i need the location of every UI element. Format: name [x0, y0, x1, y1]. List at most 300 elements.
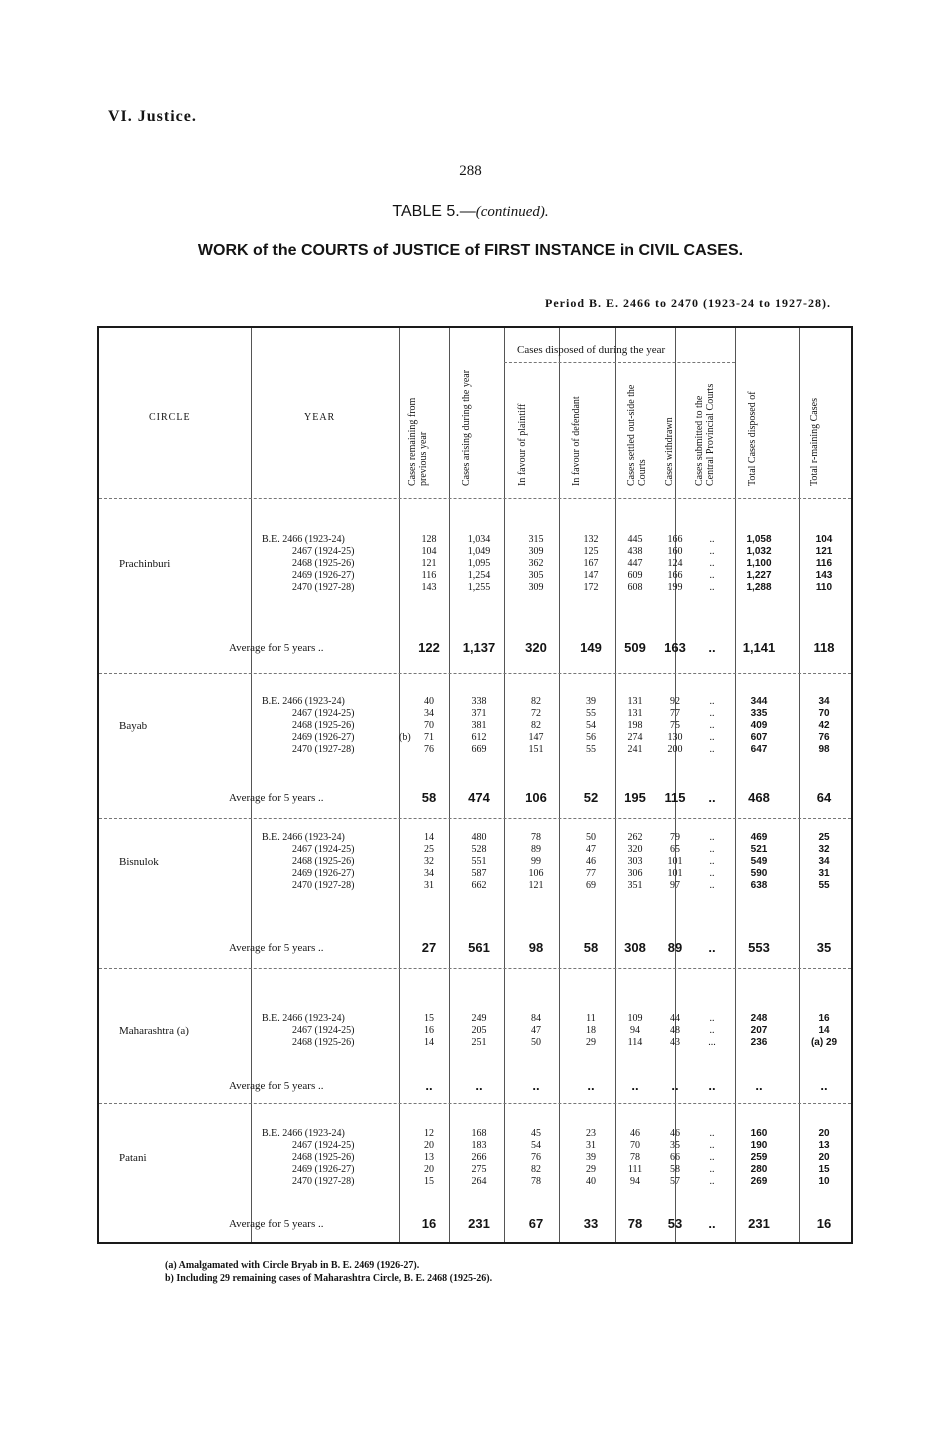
cell-value: 20: [424, 1140, 434, 1151]
cell-value: ..: [709, 868, 715, 879]
cell-value: 71: [424, 732, 434, 743]
period-line: Period B. E. 2466 to 2470 (1923-24 to 1927-28).: [545, 296, 831, 310]
cell-value: 14: [424, 1037, 434, 1048]
cell-value: 45: [531, 1128, 541, 1139]
year-label: 2467 (1924-25): [292, 546, 355, 557]
cell-value: 82: [531, 720, 541, 731]
cell-value: 98: [818, 744, 830, 755]
cell-value: 31: [586, 1140, 596, 1151]
footnotes: [165, 1259, 492, 1285]
group-separator: [99, 673, 851, 674]
cell-value: 109: [627, 1013, 643, 1024]
cell-value: 183: [471, 1140, 487, 1151]
average-value: ..: [631, 1078, 639, 1093]
cell-value: 362: [528, 558, 544, 569]
cell-value: 647: [750, 744, 768, 755]
average-value: 16: [816, 1216, 832, 1231]
cell-value: 110: [815, 582, 833, 593]
average-value: 58: [583, 940, 599, 955]
cell-value: ..: [709, 1013, 715, 1024]
cell-value: 14: [424, 832, 434, 843]
cell-value: 76: [424, 744, 434, 755]
year-label: 2470 (1927-28): [292, 744, 355, 755]
cell-value: ..: [709, 546, 715, 557]
cell-value: 551: [471, 856, 487, 867]
average-value: 52: [583, 790, 599, 805]
cell-value: 77: [586, 868, 596, 879]
cell-value: 32: [424, 856, 434, 867]
cell-value: 147: [583, 570, 599, 581]
cell-value: 12: [424, 1128, 434, 1139]
year-label: B.E. 2466 (1923-24): [262, 1013, 345, 1024]
cell-value: 607: [750, 732, 768, 743]
cell-value: 269: [750, 1176, 768, 1187]
cell-value: 638: [750, 880, 768, 891]
cell-value: 608: [627, 582, 643, 593]
cell-value: 65: [670, 844, 680, 855]
cell-value: 34: [424, 868, 434, 879]
group-separator: [99, 1103, 851, 1104]
cell-value: 262: [627, 832, 643, 843]
cell-value: 116: [815, 558, 833, 569]
table-title: [0, 203, 941, 221]
cell-value: 50: [586, 832, 596, 843]
cell-value: ..: [709, 832, 715, 843]
cell-value: 46: [586, 856, 596, 867]
cell-value: 116: [421, 570, 437, 581]
year-label: B.E. 2466 (1923-24): [262, 1128, 345, 1139]
year-label: 2467 (1924-25): [292, 1025, 355, 1036]
cell-value: 151: [528, 744, 544, 755]
average-value: 64: [816, 790, 832, 805]
cell-value: 15: [818, 1164, 830, 1175]
cell-value: 75: [670, 720, 680, 731]
cell-value: 166: [667, 570, 683, 581]
cell-value: 40: [424, 696, 434, 707]
cell-value: 166: [667, 534, 683, 545]
cell-value: 13: [818, 1140, 830, 1151]
average-value: 58: [421, 790, 437, 805]
column-divider: [251, 328, 252, 1242]
footnote-marker: (b): [399, 732, 411, 743]
cell-value: 1,032: [746, 546, 772, 557]
cell-value: 47: [586, 844, 596, 855]
cell-value: ..: [709, 732, 715, 743]
circle-name: Maharashtra (a): [119, 1025, 189, 1037]
cell-value: 609: [627, 570, 643, 581]
cell-value: 114: [627, 1037, 643, 1048]
cell-value: ..: [709, 1152, 715, 1163]
cell-value: 445: [627, 534, 643, 545]
cell-value: 76: [818, 732, 830, 743]
cell-value: 669: [471, 744, 487, 755]
cell-value: ..: [709, 1176, 715, 1187]
cell-value: 82: [531, 696, 541, 707]
cell-value: 99: [531, 856, 541, 867]
cell-value: 124: [667, 558, 683, 569]
cell-value: ..: [709, 570, 715, 581]
average-value: 149: [580, 640, 602, 655]
cell-value: 46: [670, 1128, 680, 1139]
cell-value: 84: [531, 1013, 541, 1024]
cell-value: 77: [670, 708, 680, 719]
cell-value: ..: [709, 744, 715, 755]
cell-value: 54: [586, 720, 596, 731]
cell-value: 78: [531, 832, 541, 843]
average-value: ..: [820, 1078, 828, 1093]
column-divider: [559, 328, 560, 1242]
cell-value: ..: [709, 558, 715, 569]
cell-value: 40: [586, 1176, 596, 1187]
average-value: 163: [664, 640, 686, 655]
average-value: 67: [528, 1216, 544, 1231]
cell-value: 104: [815, 534, 833, 545]
cell-value: 305: [528, 570, 544, 581]
cell-value: 13: [424, 1152, 434, 1163]
column-divider: [504, 328, 505, 1242]
average-value: ..: [532, 1078, 540, 1093]
cell-value: 32: [818, 844, 830, 855]
year-label: 2468 (1925-26): [292, 558, 355, 569]
cell-value: 143: [421, 582, 437, 593]
group-separator: [99, 818, 851, 819]
cell-value: 1,100: [746, 558, 772, 569]
column-divider: [449, 328, 450, 1242]
cell-value: 480: [471, 832, 487, 843]
cell-value: (a) 29: [810, 1037, 838, 1048]
cell-value: 309: [528, 546, 544, 557]
average-value: 1,141: [742, 640, 776, 655]
cell-value: ..: [709, 880, 715, 891]
cell-value: 274: [627, 732, 643, 743]
cell-value: 78: [531, 1176, 541, 1187]
average-value: 1,137: [462, 640, 496, 655]
header-group-rule: [504, 362, 735, 363]
cell-value: 251: [471, 1037, 487, 1048]
cell-value: 549: [750, 856, 768, 867]
cell-value: 662: [471, 880, 487, 891]
cell-value: 25: [424, 844, 434, 855]
circle-name: Patani: [119, 1152, 147, 1164]
average-value: 33: [583, 1216, 599, 1231]
average-value: 122: [418, 640, 440, 655]
cell-value: 236: [750, 1037, 768, 1048]
cell-value: 172: [583, 582, 599, 593]
cell-value: 612: [471, 732, 487, 743]
cell-value: 31: [818, 868, 830, 879]
cell-value: 20: [818, 1128, 830, 1139]
average-value: 231: [748, 1216, 770, 1231]
cell-value: 106: [528, 868, 544, 879]
header-col-8: Total Cases disposed of: [747, 391, 758, 486]
group-separator: [99, 968, 851, 969]
average-value: ..: [708, 790, 716, 805]
cell-value: 447: [627, 558, 643, 569]
cell-value: 167: [583, 558, 599, 569]
cell-value: ..: [709, 1164, 715, 1175]
cell-value: 23: [586, 1128, 596, 1139]
cell-value: 20: [818, 1152, 830, 1163]
cell-value: ..: [709, 534, 715, 545]
average-value: 27: [421, 940, 437, 955]
cell-value: 320: [627, 844, 643, 855]
cell-value: 205: [471, 1025, 487, 1036]
cell-value: 147: [528, 732, 544, 743]
year-label: 2467 (1924-25): [292, 1140, 355, 1151]
cell-value: 55: [586, 744, 596, 755]
average-value: 509: [624, 640, 646, 655]
cell-value: 121: [528, 880, 544, 891]
header-col-2: Cases arising during the year: [461, 369, 472, 486]
average-value: ..: [475, 1078, 483, 1093]
cell-value: 76: [531, 1152, 541, 1163]
cell-value: 351: [627, 880, 643, 891]
cell-value: 10: [818, 1176, 830, 1187]
year-label: B.E. 2466 (1923-24): [262, 534, 345, 545]
cell-value: 198: [627, 720, 643, 731]
cell-value: 309: [528, 582, 544, 593]
header-col-3: In favour of plaintiff: [517, 403, 528, 486]
average-value: ..: [671, 1078, 679, 1093]
cell-value: ..: [709, 856, 715, 867]
cell-value: 131: [627, 708, 643, 719]
cell-value: 344: [750, 696, 768, 707]
average-value: 553: [748, 940, 770, 955]
cell-value: 315: [528, 534, 544, 545]
cell-value: 15: [424, 1176, 434, 1187]
cell-value: 35: [670, 1140, 680, 1151]
cell-value: 54: [531, 1140, 541, 1151]
cell-value: 101: [667, 868, 683, 879]
cell-value: ..: [709, 696, 715, 707]
cell-value: 248: [750, 1013, 768, 1024]
cell-value: 381: [471, 720, 487, 731]
column-divider: [735, 328, 736, 1242]
cell-value: 111: [627, 1164, 643, 1175]
cell-value: 275: [471, 1164, 487, 1175]
average-label: Average for 5 years ..: [229, 792, 324, 804]
cell-value: 1,227: [746, 570, 772, 581]
cell-value: 335: [750, 708, 768, 719]
table-label: TABLE 5.—: [392, 203, 476, 220]
average-label: Average for 5 years ..: [229, 1080, 324, 1092]
cell-value: 121: [815, 546, 833, 557]
cell-value: 1,058: [746, 534, 772, 545]
average-value: 561: [468, 940, 490, 955]
cell-value: 70: [424, 720, 434, 731]
year-label: B.E. 2466 (1923-24): [262, 832, 345, 843]
cell-value: 1,049: [467, 546, 491, 557]
year-label: 2469 (1926-27): [292, 868, 355, 879]
cell-value: 31: [424, 880, 434, 891]
cell-value: 338: [471, 696, 487, 707]
cell-value: 82: [531, 1164, 541, 1175]
year-label: 2469 (1926-27): [292, 570, 355, 581]
average-value: 308: [624, 940, 646, 955]
average-value: 195: [624, 790, 646, 805]
year-label: 2468 (1925-26): [292, 720, 355, 731]
average-value: 231: [468, 1216, 490, 1231]
table-continued: (continued).: [475, 204, 549, 220]
header-col-7: Cases submitted to the Central Provincial Courts: [694, 383, 716, 486]
cell-value: 438: [627, 546, 643, 557]
year-label: B.E. 2466 (1923-24): [262, 696, 345, 707]
cell-value: 259: [750, 1152, 768, 1163]
year-label: 2468 (1925-26): [292, 856, 355, 867]
cell-value: 20: [424, 1164, 434, 1175]
cell-value: 199: [667, 582, 683, 593]
header-circle: CIRCLE: [149, 412, 191, 423]
cell-value: 241: [627, 744, 643, 755]
cell-value: 371: [471, 708, 487, 719]
year-label: 2470 (1927-28): [292, 880, 355, 891]
cell-value: 266: [471, 1152, 487, 1163]
cell-value: 1,095: [467, 558, 491, 569]
average-value: 78: [627, 1216, 643, 1231]
page-number: 288: [459, 163, 482, 179]
column-divider: [799, 328, 800, 1242]
cell-value: 94: [630, 1025, 640, 1036]
year-label: 2469 (1926-27): [292, 1164, 355, 1175]
cell-value: 69: [586, 880, 596, 891]
header-col-4: In favour of defendant: [571, 396, 582, 486]
cell-value: 130: [667, 732, 683, 743]
average-value: 16: [421, 1216, 437, 1231]
average-value: ..: [708, 1078, 716, 1093]
section-heading: VI. Justice.: [108, 108, 197, 125]
cell-value: 78: [630, 1152, 640, 1163]
cell-value: 101: [667, 856, 683, 867]
cell-value: 306: [627, 868, 643, 879]
header-col-6: Cases withdrawn: [664, 417, 675, 486]
cell-value: 160: [667, 546, 683, 557]
cell-value: 50: [531, 1037, 541, 1048]
cell-value: 79: [670, 832, 680, 843]
cell-value: 14: [818, 1025, 830, 1036]
cell-value: 29: [586, 1164, 596, 1175]
cell-value: 190: [750, 1140, 768, 1151]
cell-value: 521: [750, 844, 768, 855]
cell-value: 42: [818, 720, 830, 731]
average-value: ..: [425, 1078, 433, 1093]
circle-name: Prachinburi: [119, 558, 171, 570]
year-label: 2469 (1926-27): [292, 732, 355, 743]
header-col-1: Cases remaining from previous year: [407, 397, 429, 486]
year-label: 2470 (1927-28): [292, 582, 355, 593]
year-label: 2468 (1925-26): [292, 1152, 355, 1163]
average-value: 468: [748, 790, 770, 805]
average-label: Average for 5 years ..: [229, 1218, 324, 1230]
cell-value: 97: [670, 880, 680, 891]
average-value: ..: [587, 1078, 595, 1093]
table-subtitle: WORK of the COURTS of JUSTICE of FIRST INSTANCE in CIVIL CASES.: [197, 242, 744, 259]
cell-value: 1,034: [467, 534, 491, 545]
cell-value: 128: [421, 534, 437, 545]
header-col-9: Total r-maining Cases: [809, 398, 820, 486]
cell-value: 1,255: [467, 582, 491, 593]
cell-value: 70: [630, 1140, 640, 1151]
average-value: ..: [708, 940, 716, 955]
header-disposed-group: Cases disposed of during the year: [517, 344, 666, 356]
cell-value: 200: [667, 744, 683, 755]
cell-value: 29: [586, 1037, 596, 1048]
header-col-5: Cases settled out-side the Courts: [626, 384, 648, 486]
cell-value: 39: [586, 1152, 596, 1163]
average-label: Average for 5 years ..: [229, 642, 324, 654]
circle-name: Bisnulok: [119, 856, 159, 868]
cell-value: 46: [630, 1128, 640, 1139]
year-label: 2467 (1924-25): [292, 844, 355, 855]
cell-value: 70: [818, 708, 830, 719]
cell-value: 58: [670, 1164, 680, 1175]
cell-value: 44: [670, 1013, 680, 1024]
cell-value: 39: [586, 696, 596, 707]
average-value: 320: [525, 640, 547, 655]
cell-value: 56: [586, 732, 596, 743]
cell-value: 587: [471, 868, 487, 879]
cell-value: 143: [815, 570, 833, 581]
cell-value: 55: [818, 880, 830, 891]
cell-value: ..: [709, 1128, 715, 1139]
cell-value: 168: [471, 1128, 487, 1139]
cell-value: 249: [471, 1013, 487, 1024]
cell-value: 590: [750, 868, 768, 879]
average-value: ..: [755, 1078, 763, 1093]
cell-value: 89: [531, 844, 541, 855]
cell-value: 207: [750, 1025, 768, 1036]
year-label: 2467 (1924-25): [292, 708, 355, 719]
circle-name: Bayab: [119, 720, 148, 732]
cell-value: 18: [586, 1025, 596, 1036]
year-label: 2468 (1925-26): [292, 1037, 355, 1048]
cell-value: 528: [471, 844, 487, 855]
average-value: 35: [816, 940, 832, 955]
cell-value: ..: [709, 1025, 715, 1036]
cell-value: 47: [531, 1025, 541, 1036]
column-divider: [675, 328, 676, 1242]
cell-value: 72: [531, 708, 541, 719]
cell-value: 121: [421, 558, 437, 569]
average-value: 118: [813, 640, 835, 655]
cell-value: 264: [471, 1176, 487, 1187]
cell-value: 34: [424, 708, 434, 719]
cell-value: 104: [421, 546, 437, 557]
average-value: 98: [528, 940, 544, 955]
average-value: 106: [525, 790, 547, 805]
cell-value: ..: [709, 582, 715, 593]
cell-value: 92: [670, 696, 680, 707]
cell-value: 15: [424, 1013, 434, 1024]
cell-value: 303: [627, 856, 643, 867]
cell-value: 66: [670, 1152, 680, 1163]
cell-value: 34: [818, 696, 830, 707]
cell-value: 125: [583, 546, 599, 557]
cell-value: 469: [750, 832, 768, 843]
cell-value: 409: [750, 720, 768, 731]
cell-value: 132: [583, 534, 599, 545]
cell-value: ..: [709, 708, 715, 719]
header-year: YEAR: [304, 412, 336, 423]
cell-value: 34: [818, 856, 830, 867]
average-value: 115: [664, 790, 686, 805]
average-value: ..: [708, 640, 716, 655]
cell-value: 43: [670, 1037, 680, 1048]
cell-value: 1,288: [746, 582, 772, 593]
cell-value: 16: [424, 1025, 434, 1036]
cell-value: 55: [586, 708, 596, 719]
average-value: 474: [468, 790, 490, 805]
cell-value: 1,254: [467, 570, 491, 581]
